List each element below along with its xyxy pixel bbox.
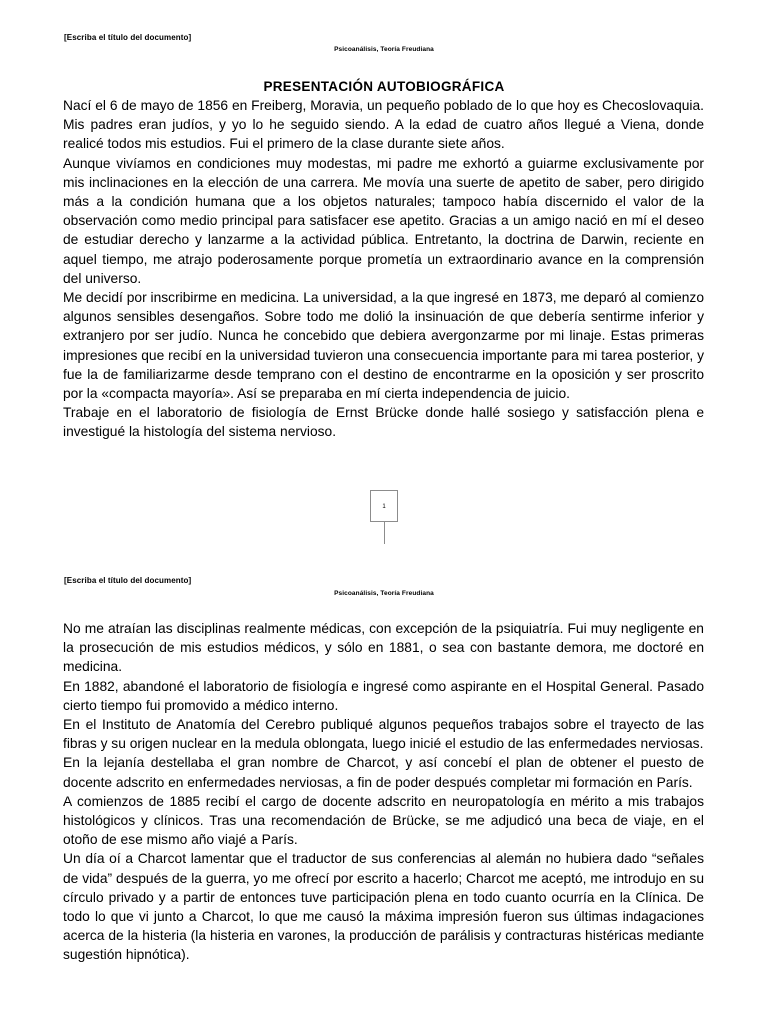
- paragraph: En el Instituto de Anatomía del Cerebro publiqué algunos pequeños trabajos sobre el trayecto de las fibras y su origen nuclear en la medula oblongata, luego inicié el estudio de las enfermedades nerviosas.: [63, 717, 704, 752]
- page-2-body: [63, 619, 704, 965]
- page-title: PRESENTACIÓN AUTOBIOGRÁFICA: [263, 79, 505, 94]
- paragraph: Me decidí por inscribirme en medicina. La universidad, a la que ingresé en 1873, me deparó al comienzo algunos sensibles desengaños. Sobre todo me dolió la insinuación de que debería sentirme inferior y extranjero por ser judío. Nunca he concebido que debiera avergonzarme por mi linaje. Estas primeras impresiones que recibí en la universidad tuvieron una consecuencia importante para mi tarea posterior, y fue la de familiarizarme desde temprano con el destino de encontrarme en la oposición y ser proscrito por la «compacta mayoría». Así se preparaba en mí cierta independencia de juicio.: [63, 290, 704, 402]
- page-number-connector: [384, 522, 385, 544]
- header-document-title: [Escriba el título del documento]: [64, 33, 192, 42]
- header-subtitle: Psicoanálisis, Teoría Freudiana: [334, 590, 434, 597]
- paragraph: En 1882, abandoné el laboratorio de fisiología e ingresé como aspirante en el Hospital General. Pasado cierto tiempo fui promovido a médico interno.: [63, 678, 704, 713]
- paragraph: En la lejanía destellaba el gran nombre de Charcot, y así concebí el plan de obtener el puesto de docente adscrito en enfermedades nerviosas, a fin de poder después completar mi formación en París.: [63, 755, 704, 790]
- header-subtitle: Psicoanálisis, Teoría Freudiana: [334, 46, 434, 53]
- paragraph: Un día oí a Charcot lamentar que el traductor de sus conferencias al alemán no hubiera dado “señales de vida” después de la guerra, yo me ofrecí por escrito a hacerlo; Charcot me aceptó, me introdujo en su círculo privado y a partir de entonces tuve participación plena en todo cuanto ocurría en la Clínica. De todo lo que vi junto a Charcot, lo que me causó la máxima impresión fueron sus últimas indagaciones acerca de la histeria (la histeria en varones, la producción de parálisis y contracturas histéricas mediante sugestión hipnótica).: [63, 851, 704, 963]
- header-document-title: [Escriba el título del documento]: [64, 576, 192, 585]
- page-number-box: 1: [370, 490, 398, 522]
- paragraph: No me atraían las disciplinas realmente médicas, con excepción de la psiquiatría. Fui muy negligente en la prosecución de mis estudios médicos, y sólo en 1881, o sea con bastante demora, me doctoré en medicina.: [63, 621, 704, 675]
- paragraph: A comienzos de 1885 recibí el cargo de docente adscrito en neuropatología en mérito a mis trabajos histológicos y clínicos. Tras una recomendación de Brücke, se me adjudicó una beca de viaje, en el otoño de ese mismo año viajé a París.: [63, 793, 704, 848]
- paragraph: Trabaje en el laboratorio de fisiología de Ernst Brücke donde hallé sosiego y satisfacción plena e investigué la histología del sistema nervioso.: [63, 405, 704, 440]
- paragraph: Nací el 6 de mayo de 1856 en Freiberg, Moravia, un pequeño poblado de lo que hoy es Checoslovaquia. Mis padres eran judíos, y yo lo he seguido siendo. A la edad de cuatro años llegué a Viena, donde realicé todos mis estudios. Fui el primero de la clase durante siete años.: [63, 98, 704, 152]
- paragraph: Aunque vivíamos en condiciones muy modestas, mi padre me exhortó a guiarme exclusivamente por mis inclinaciones en la elección de una carrera. Me movía una suerte de apetito de saber, pero dirigido más a la condición humana que a los objetos naturales; tampoco había discernido el valor de la observación como medio principal para satisfacer ese apetito. Gracias a un amigo nació en mí el deseo de estudiar derecho y lanzarme a la actividad pública. Entretanto, la doctrina de Darwin, reciente en aquel tiempo, me atrajo poderosamente porque prometía un extraordinario avance en la comprensión del universo.: [63, 155, 704, 286]
- page-1-body: [63, 96, 704, 442]
- document-page-2: [0, 560, 768, 1024]
